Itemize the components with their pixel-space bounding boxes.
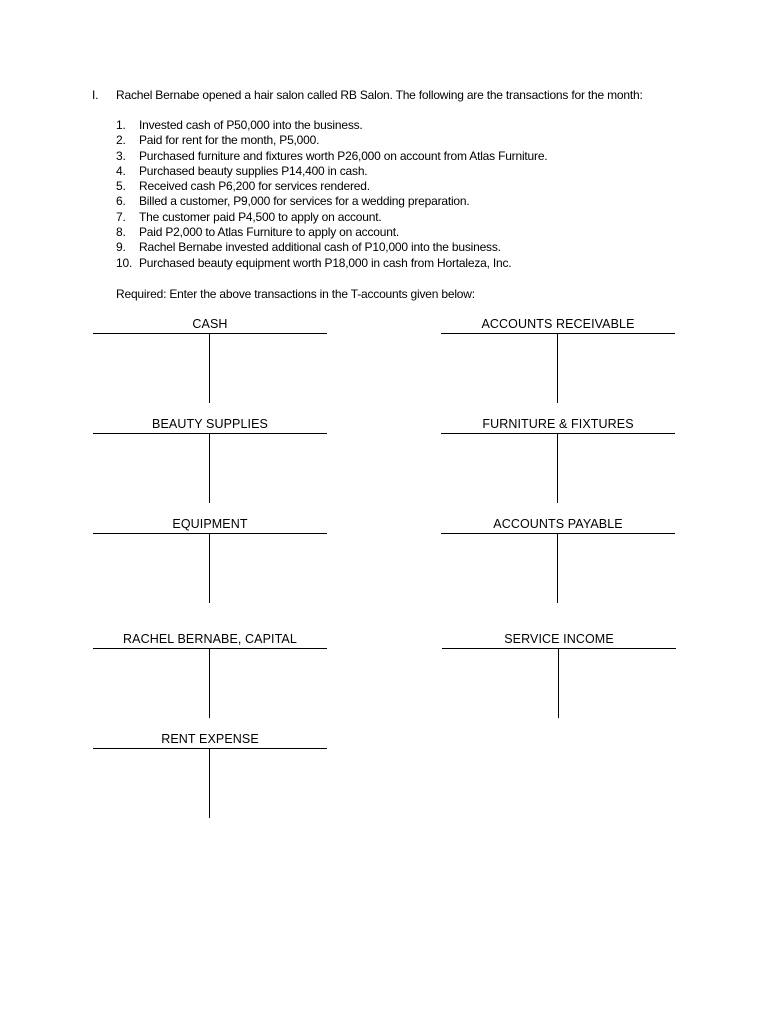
item-number: 9. (116, 240, 126, 255)
list-item (116, 149, 547, 164)
item-number: 2. (116, 133, 126, 148)
list-item (116, 225, 547, 240)
item-text: Purchased beauty equipment worth P18,000 in cash from Hortaleza, Inc. (139, 255, 512, 270)
t-account-top-line (93, 433, 327, 434)
t-account-cash (93, 317, 327, 407)
t-account-divider (558, 648, 559, 718)
t-account-title: BEAUTY SUPPLIES (152, 417, 268, 431)
t-account-divider (557, 333, 558, 403)
list-item (116, 164, 547, 179)
list-item (116, 133, 547, 148)
list-item (116, 240, 547, 255)
t-account-top-line (441, 433, 675, 434)
t-account-top-line (93, 648, 327, 649)
problem-heading (92, 88, 643, 103)
item-text: Paid P2,000 to Atlas Furniture to apply on account. (139, 225, 399, 240)
t-account-divider (209, 433, 210, 503)
t-account-divider (209, 648, 210, 718)
problem-number: I. (92, 88, 99, 102)
t-account-accounts-payable (441, 517, 675, 607)
t-account-furniture-fixtures (441, 417, 675, 507)
item-number: 4. (116, 163, 126, 178)
t-account-divider (557, 533, 558, 603)
t-account-top-line (442, 648, 676, 649)
t-account-beauty-supplies (93, 417, 327, 507)
t-account-top-line (441, 533, 675, 534)
t-account-divider (209, 748, 210, 818)
list-item (116, 194, 547, 209)
t-account-top-line (441, 333, 675, 334)
item-text: Received cash P6,200 for services rendered. (139, 179, 370, 194)
item-text: Invested cash of P50,000 into the business. (139, 118, 363, 132)
required-instruction: Required: Enter the above transactions in the T-accounts given below: (116, 287, 475, 301)
t-account-top-line (93, 748, 327, 749)
t-account-top-line (93, 333, 327, 334)
item-text: Paid for rent for the month, P5,000. (139, 133, 320, 148)
item-text: Purchased beauty supplies P14,400 in cash. (139, 163, 368, 178)
t-account-title: FURNITURE & FIXTURES (482, 417, 634, 431)
t-account-capital (93, 632, 327, 722)
item-text: The customer paid P4,500 to apply on account. (139, 209, 382, 224)
t-account-accounts-receivable (441, 317, 675, 407)
item-number: 5. (116, 179, 126, 194)
t-account-title: CASH (192, 317, 228, 331)
t-account-equipment (93, 517, 327, 607)
item-text: Rachel Bernabe invested additional cash of P10,000 into the business. (139, 240, 501, 255)
t-account-rent-expense (93, 732, 327, 822)
t-account-top-line (93, 533, 327, 534)
t-account-divider (209, 333, 210, 403)
t-account-divider (209, 533, 210, 603)
list-item (116, 256, 547, 271)
t-account-service-income (442, 632, 676, 722)
t-account-title: ACCOUNTS PAYABLE (493, 517, 623, 531)
item-number: 8. (116, 225, 126, 240)
t-account-title: SERVICE INCOME (504, 632, 614, 646)
t-account-title: ACCOUNTS RECEIVABLE (481, 317, 635, 331)
item-number: 7. (116, 209, 126, 224)
list-item (116, 179, 547, 194)
t-account-divider (557, 433, 558, 503)
list-item (116, 118, 547, 133)
transaction-list (116, 118, 547, 271)
problem-intro: Rachel Bernabe opened a hair salon called RB Salon. The following are the transactions for the month: (116, 88, 643, 102)
t-account-title: EQUIPMENT (172, 517, 248, 531)
item-text: Billed a customer, P9,000 for services for a wedding preparation. (139, 194, 470, 209)
item-number: 3. (116, 148, 126, 163)
item-text: Purchased furniture and fixtures worth P26,000 on account from Atlas Furniture. (139, 148, 548, 163)
item-number: 1. (116, 118, 126, 132)
list-item (116, 210, 547, 225)
item-number: 10. (116, 255, 133, 270)
t-account-title: RACHEL BERNABE, CAPITAL (123, 632, 297, 646)
t-account-title: RENT EXPENSE (161, 732, 259, 746)
item-number: 6. (116, 194, 126, 209)
